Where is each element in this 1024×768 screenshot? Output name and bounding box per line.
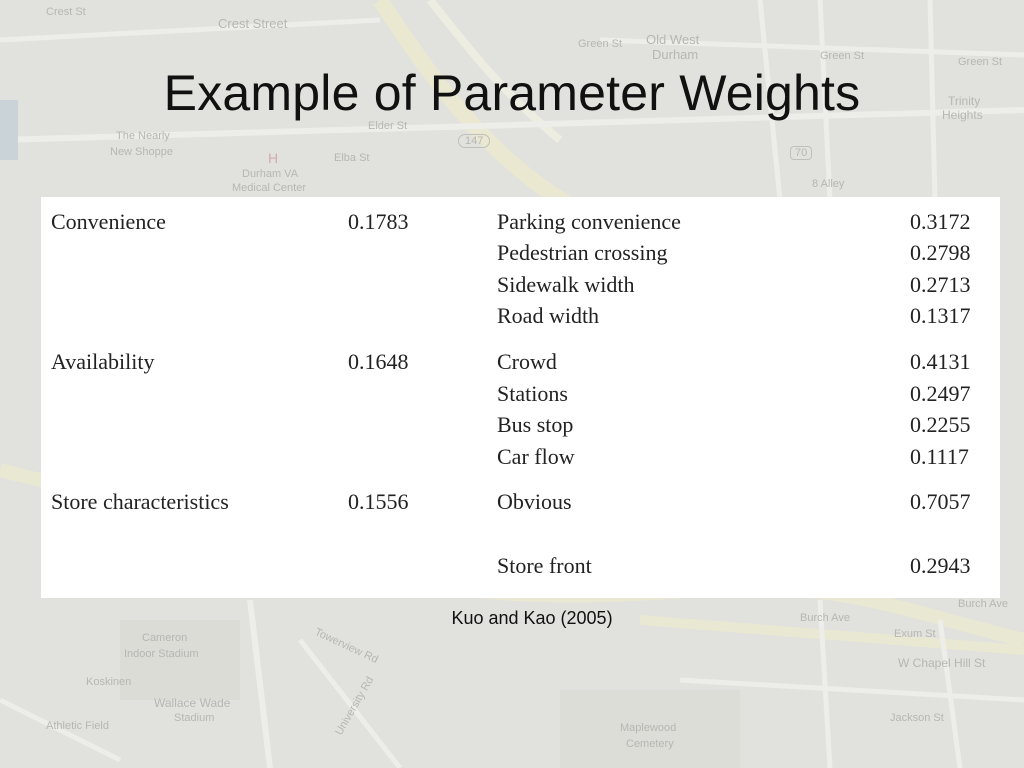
category-label: Convenience	[51, 209, 166, 234]
map-label: Durham	[652, 47, 699, 62]
category-weight: 0.1648	[348, 349, 409, 374]
parameter-label: Pedestrian crossing	[497, 240, 668, 265]
map-label: Green St	[958, 56, 1003, 68]
map-label: 70	[790, 146, 812, 160]
parameter-label: Crowd	[497, 349, 557, 374]
map-label: The Nearly	[116, 130, 170, 142]
map-label: 147	[458, 134, 490, 148]
category-label: Store characteristics	[51, 489, 229, 514]
map-label: Koskinen	[86, 676, 132, 688]
map-label: Maplewood	[620, 722, 677, 734]
category-label: Availability	[51, 349, 155, 374]
parameter-weight: 0.2497	[910, 381, 971, 406]
category-weight: 0.1783	[348, 209, 409, 234]
map-label: Elba St	[334, 152, 370, 164]
parameter-label: Bus stop	[497, 412, 574, 437]
map-label: Crest St	[46, 6, 86, 18]
map-label: Athletic Field	[46, 720, 109, 732]
parameter-label: Stations	[497, 381, 568, 406]
map-label: 8 Alley	[812, 178, 845, 190]
parameter-weight: 0.4131	[910, 349, 971, 374]
map-label: Exum St	[894, 628, 936, 640]
map-label: Towerview Rd	[312, 626, 380, 666]
parameter-label: Store front	[497, 553, 592, 578]
map-label: Durham VA	[242, 168, 299, 180]
parameter-weight: 0.2255	[910, 412, 971, 437]
map-label: W Chapel Hill St	[898, 656, 986, 670]
slide-title: Example of Parameter Weights	[163, 65, 861, 121]
map-label: Burch Ave	[958, 598, 1008, 610]
category-weight: 0.1556	[348, 489, 409, 514]
parameter-label: Obvious	[497, 489, 572, 514]
parameter-weight: 0.1317	[910, 303, 971, 328]
parameter-label: Parking convenience	[497, 209, 681, 234]
map-label: Burch Ave	[800, 612, 850, 624]
weights-table	[41, 197, 1000, 598]
parameter-label: Sidewalk width	[497, 272, 635, 297]
parameter-weight: 0.2713	[910, 272, 971, 297]
parameter-weight: 0.7057	[910, 489, 971, 514]
parameter-label: Road width	[497, 303, 600, 328]
map-label: Indoor Stadium	[124, 648, 199, 660]
map-label: Elder St	[368, 120, 408, 132]
citation-caption: Kuo and Kao (2005)	[451, 608, 613, 628]
map-label: Wallace Wade	[154, 696, 231, 710]
map-label: Medical Center	[232, 182, 306, 194]
parameter-weight: 0.1117	[910, 444, 969, 469]
map-label: Old West	[646, 32, 700, 47]
map-label: Crest Street	[218, 16, 288, 31]
map-label: Jackson St	[890, 712, 944, 724]
map-label: Trinity	[948, 94, 981, 108]
map-label: Stadium	[174, 712, 215, 724]
map-label: Green St	[578, 38, 623, 50]
map-label: Cemetery	[626, 738, 674, 750]
parameter-label: Car flow	[497, 444, 575, 469]
map-label: Heights	[942, 108, 983, 122]
parameter-weight: 0.3172	[910, 209, 971, 234]
hospital-icon: H	[268, 150, 279, 166]
map-label: New Shoppe	[110, 146, 173, 158]
map-label: Green St	[820, 50, 865, 62]
parameter-weight: 0.2943	[910, 553, 971, 578]
map-label: Cameron	[142, 632, 188, 644]
parameter-weight: 0.2798	[910, 240, 971, 265]
map-label: University Rd	[333, 674, 377, 738]
